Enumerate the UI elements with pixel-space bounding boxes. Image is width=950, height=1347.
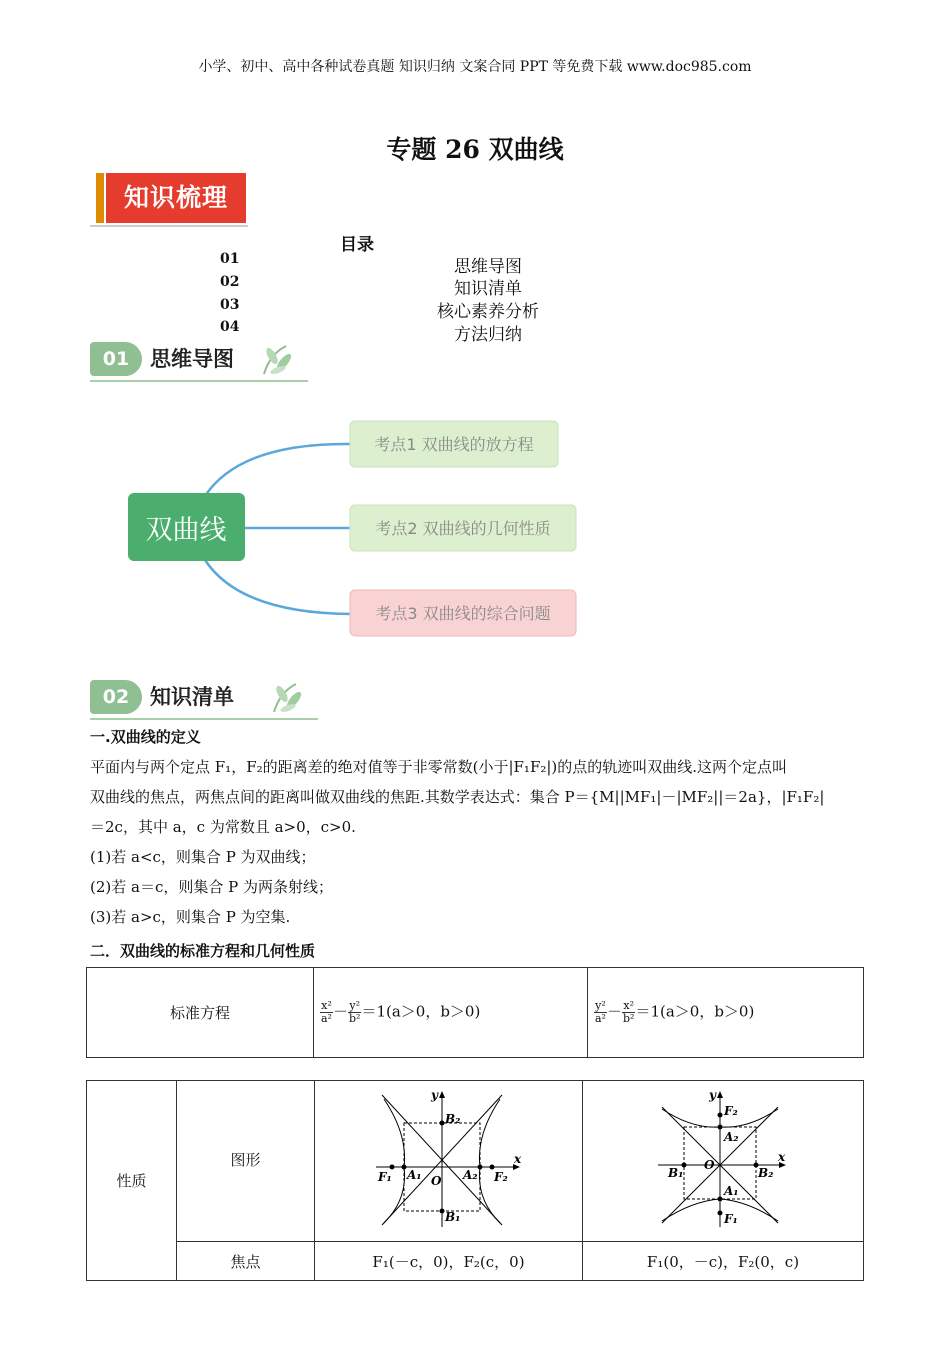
focus-vertical: F₁(0，－c)，F₂(0，c) — [583, 1242, 864, 1281]
eq-numerator: y² — [349, 999, 361, 1012]
toc-item-method[interactable]: 方法归纳 — [454, 325, 522, 345]
eq-denominator: a² — [595, 1012, 606, 1025]
eq-numerator: x² — [623, 999, 635, 1012]
section-number: 01 — [90, 342, 142, 376]
graph-vertical-cell — [583, 1081, 864, 1242]
eq-numerator: x² — [321, 999, 332, 1012]
branch-line — [205, 444, 350, 496]
point-b1-label: B₁ — [444, 1210, 460, 1224]
leaf-icon — [256, 340, 296, 380]
property-label: 性质 — [87, 1081, 177, 1281]
eq-vertical: $\frac{\text{y²}}{\text{a²}}$ － $\frac{\text{x²}}{\text{b²}}$ ＝1(a＞0，b＞0) — [588, 968, 864, 1058]
point-f1-label: F₁ — [377, 1170, 392, 1184]
condition-1: (1)若 a<c，则集合 P 为双曲线； — [90, 848, 316, 866]
banner-underline — [90, 225, 248, 227]
section-underline — [90, 718, 318, 720]
point-a1-label: A₁ — [406, 1168, 422, 1182]
point-b2-label: B₂ — [758, 1166, 774, 1180]
toc-num: 01 — [220, 251, 240, 267]
definition-line: 双曲线的焦点，两焦点间的距离叫做双曲线的焦距.其数学表达式：集合 P＝{M||MF₁|－|MF₂||＝2a}，|F₁F₂| — [90, 788, 825, 806]
toc-title: 目录 — [340, 235, 374, 255]
graph-horizontal-cell — [315, 1081, 583, 1242]
axis-y-label: y — [709, 1089, 716, 1102]
section-number: 02 — [90, 680, 142, 714]
toc-item-core[interactable]: 核心素养分析 — [437, 302, 539, 322]
center-node-label: 双曲线 — [145, 515, 227, 546]
branch-line — [205, 560, 350, 614]
point-f1-label: F₁ — [724, 1212, 738, 1226]
toc-num: 02 — [220, 274, 240, 290]
axis-y-label: y — [430, 1089, 438, 1102]
section-underline — [90, 380, 308, 382]
node-topic-3-label: 考点3 双曲线的综合问题 — [375, 604, 551, 623]
condition-2: (2)若 a＝c，则集合 P 为两条射线； — [90, 878, 333, 896]
definition-paragraph — [90, 752, 865, 932]
section-label: 知识清单 — [150, 685, 234, 709]
point-a2-label: A₂ — [724, 1130, 739, 1144]
section-banner-knowledge — [90, 676, 318, 720]
eq-horizontal: $\frac{\text{x²}}{\text{a²}}$ － $\frac{\text{y²}}{\text{b²}}$ ＝1(a＞0，b＞0) — [314, 968, 588, 1058]
node-topic-2-label: 考点2 双曲线的几何性质 — [375, 519, 551, 538]
leaf-icon — [266, 678, 306, 718]
shape-label: 图形 — [177, 1081, 315, 1242]
eq-denominator: b² — [348, 1012, 361, 1025]
section-banner-mindmap — [90, 338, 308, 382]
focus-horizontal: F₁(－c，0)，F₂(c，0) — [315, 1242, 583, 1281]
point-f2-label: F₂ — [493, 1170, 508, 1184]
section-label: 思维导图 — [150, 347, 234, 371]
point-b1-label: B₁ — [668, 1166, 684, 1180]
point-a1-label: A₁ — [724, 1184, 739, 1198]
properties-heading: 二．双曲线的标准方程和几何性质 — [90, 942, 316, 960]
condition-3: (3)若 a>c，则集合 P 为空集. — [90, 908, 291, 926]
focus-label: 焦点 — [177, 1242, 315, 1281]
node-topic-1-label: 考点1 双曲线的放方程 — [374, 435, 534, 454]
eq-denominator: a² — [321, 1012, 332, 1025]
definition-line: ＝2c，其中 a，c 为常数且 a>0，c>0. — [90, 818, 356, 836]
eq-numerator: y² — [595, 999, 606, 1012]
toc-item-mindmap[interactable]: 思维导图 — [454, 257, 522, 277]
properties-table — [86, 1080, 864, 1281]
page-title: 专题 26 双曲线 — [386, 135, 564, 164]
knowledge-banner — [96, 173, 246, 223]
origin-label: O — [430, 1174, 441, 1188]
toc-num: 03 — [220, 297, 240, 313]
origin-label: O — [704, 1158, 715, 1172]
eq-rest: ＝1(a＞0，b＞0) — [635, 1002, 755, 1021]
toc-num: 04 — [220, 319, 240, 335]
hyperbola-vertical-graph — [656, 1089, 790, 1229]
eq-rest: ＝1(a＞0，b＞0) — [361, 1002, 481, 1021]
eq-denominator: b² — [622, 1012, 635, 1025]
equation-table — [86, 967, 864, 1058]
toc-item-knowledge[interactable]: 知识清单 — [454, 279, 522, 299]
axis-x-label: x — [778, 1150, 786, 1164]
banner-accent-bar — [96, 173, 104, 223]
std-eq-label: 标准方程 — [87, 968, 314, 1058]
point-b2-label: B₂ — [444, 1112, 460, 1126]
definition-line: 平面内与两个定点 F₁，F₂的距离差的绝对值等于非零常数(小于|F₁F₂|)的点的轨迹叫双曲线.这两个定点叫 — [90, 758, 788, 776]
hyperbola-horizontal-graph — [374, 1089, 524, 1229]
axis-x-label: x — [513, 1152, 521, 1166]
banner-label: 知识梳理 — [106, 173, 246, 223]
point-f2-label: F₂ — [724, 1104, 738, 1118]
mind-map — [120, 408, 590, 648]
point-a2-label: A₂ — [462, 1168, 478, 1182]
site-header: 小学、初中、高中各种试卷真题 知识归纳 文案合同 PPT 等免费下载 www.doc985.com — [198, 59, 752, 75]
definition-heading: 一.双曲线的定义 — [90, 728, 201, 746]
